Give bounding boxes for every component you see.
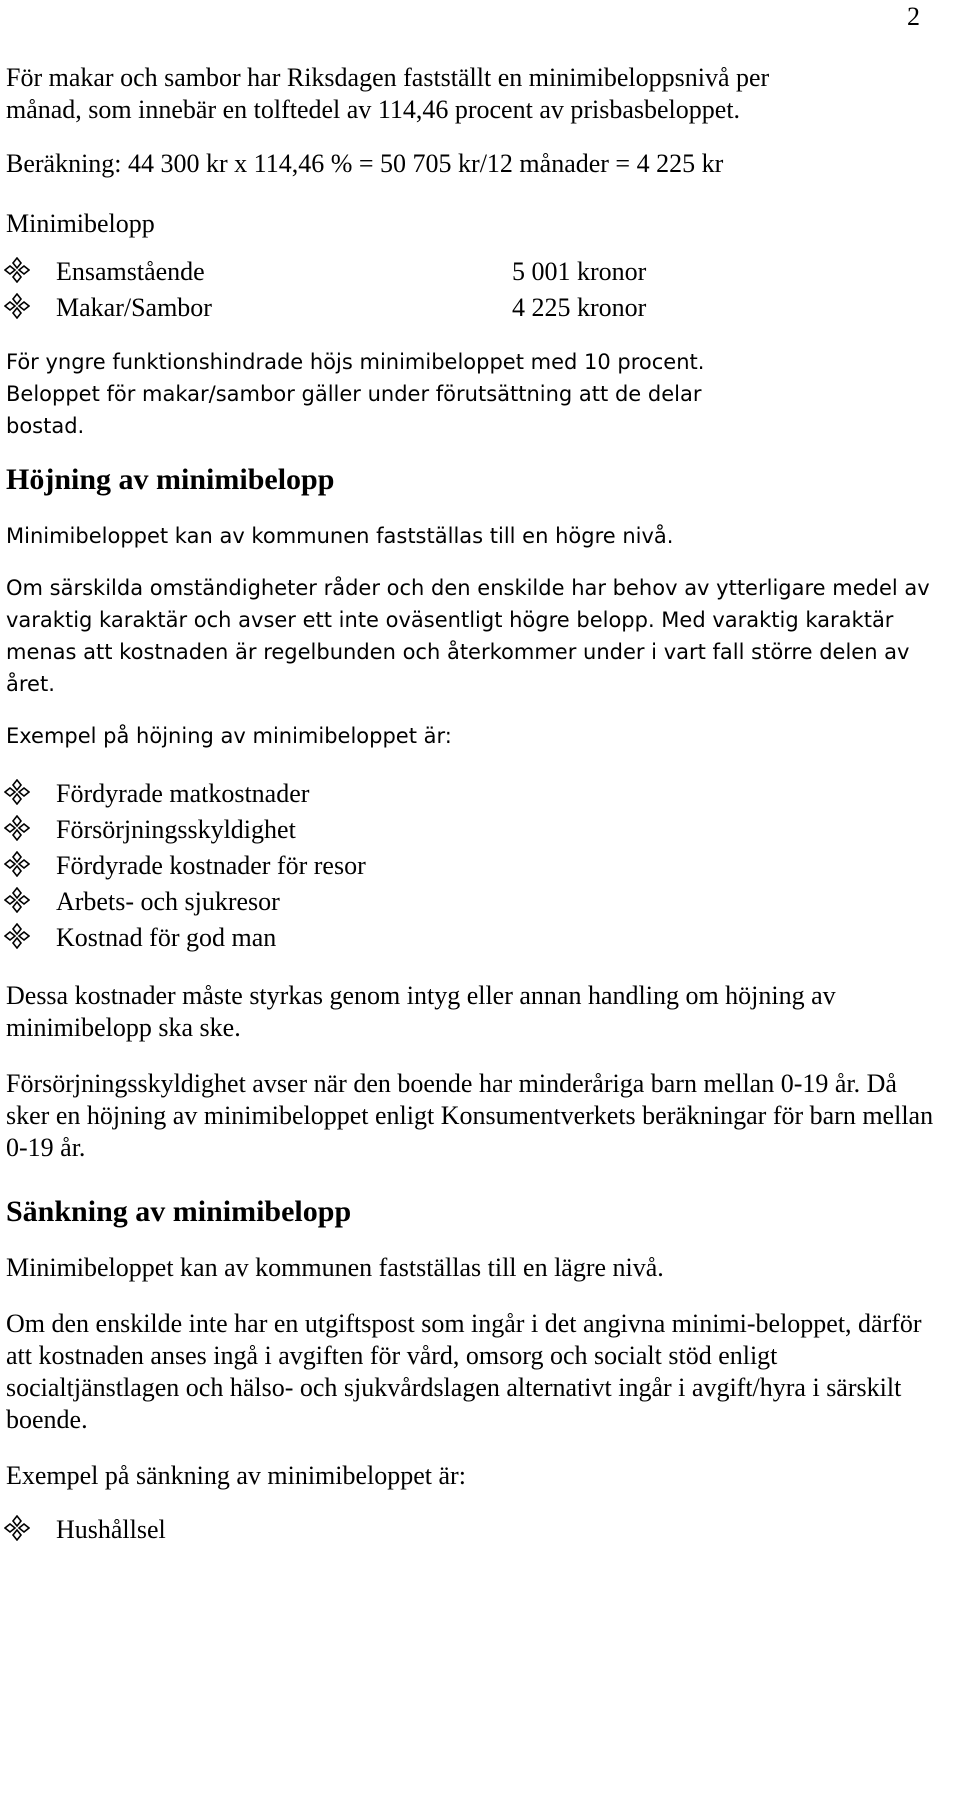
list-item bbox=[6, 776, 956, 812]
list-item-label: Fördyrade kostnader för resor bbox=[56, 851, 366, 880]
four-diamond-bullet-icon bbox=[4, 293, 34, 323]
paragraph-hojning-2: Om särskilda omständigheter råder och den enskilde har behov av ytterligare medel av varaktig karaktär och avser ett inte oväsentligt högre belopp. Med varaktig karaktär menas att kostnaden är regelbunden och återkommer under i vart fall större delen av året. bbox=[6, 576, 930, 696]
exempel-hojning: Exempel på höjning av minimibeloppet är: bbox=[6, 724, 452, 748]
list-item bbox=[6, 1512, 956, 1548]
heading-hojning: Höjning av minimibelopp bbox=[6, 463, 335, 496]
hojning-list bbox=[6, 776, 956, 956]
four-diamond-bullet-icon bbox=[4, 851, 34, 881]
heading-sankning: Sänkning av minimibelopp bbox=[6, 1195, 352, 1228]
paragraph-hojning-1: Minimibeloppet kan av kommunen fastställas till en högre nivå. bbox=[6, 524, 674, 548]
paragraph-styrkas: Dessa kostnader måste styrkas genom intyg eller annan handling om höjning av minimibelopp ska ske. bbox=[6, 981, 836, 1042]
four-diamond-bullet-icon bbox=[4, 815, 34, 845]
list-item-label: Försörjningsskyldighet bbox=[56, 815, 296, 844]
exempel-sankning: Exempel på sänkning av minimibeloppet är: bbox=[6, 1461, 466, 1490]
four-diamond-bullet-icon bbox=[4, 257, 34, 287]
list-item-label: Hushållsel bbox=[56, 1515, 166, 1544]
amount-value: 4 225 kronor bbox=[512, 293, 647, 322]
list-item bbox=[6, 254, 956, 290]
calculation-text: Beräkning: 44 300 kr x 114,46 % = 50 705 kr/12 månader = 4 225 kr bbox=[6, 149, 724, 178]
four-diamond-bullet-icon bbox=[4, 779, 34, 809]
list-item bbox=[6, 812, 956, 848]
paragraph-yngre: För yngre funktionshindrade höjs minimibeloppet med 10 procent. Beloppet för makar/sambor gäller under förutsättning att de delar bostad. bbox=[6, 350, 705, 438]
sankning-list bbox=[6, 1512, 956, 1548]
document-body bbox=[6, 62, 956, 1548]
paragraph-forsorjning: Försörjningsskyldighet avser när den boende har minderåriga barn mellan 0-19 år. Då sker en höjning av minimibeloppet enligt Konsumentverkets beräkningar för barn mellan 0-19 år. bbox=[6, 1069, 934, 1162]
paragraph-sankning-2: Om den enskilde inte har en utgiftspost som ingår i det angivna minimi-beloppet, därför att kostnaden anses ingå i avgiften för vård, omsorg och socialt stöd enligt socialtjänstlagen och hälso- och sjukvårdslagen alternativt ingår i avgift/hyra i särskilt boende. bbox=[6, 1309, 922, 1434]
four-diamond-bullet-icon bbox=[4, 887, 34, 917]
list-item-label: Fördyrade matkostnader bbox=[56, 779, 310, 808]
list-item-label: Kostnad för god man bbox=[56, 923, 277, 952]
list-item-label: Arbets- och sjukresor bbox=[56, 887, 280, 916]
list-item bbox=[6, 884, 956, 920]
amount-list bbox=[6, 254, 956, 326]
paragraph-sankning-1: Minimibeloppet kan av kommunen fastställas till en lägre nivå. bbox=[6, 1253, 664, 1282]
minimibelopp-heading: Minimibelopp bbox=[6, 209, 155, 238]
amount-label: Ensamstående bbox=[56, 257, 205, 286]
list-item bbox=[6, 848, 956, 884]
page-number: 2 bbox=[907, 2, 920, 31]
amount-value: 5 001 kronor bbox=[512, 257, 647, 286]
paragraph-riksdagen: För makar och sambor har Riksdagen fastställt en minimibeloppsnivå per månad, som innebär en tolftedel av 114,46 procent av prisbasbeloppet. bbox=[6, 63, 770, 124]
amount-label: Makar/Sambor bbox=[56, 293, 212, 322]
list-item bbox=[6, 920, 956, 956]
four-diamond-bullet-icon bbox=[4, 923, 34, 953]
list-item bbox=[6, 290, 956, 326]
four-diamond-bullet-icon bbox=[4, 1515, 34, 1545]
